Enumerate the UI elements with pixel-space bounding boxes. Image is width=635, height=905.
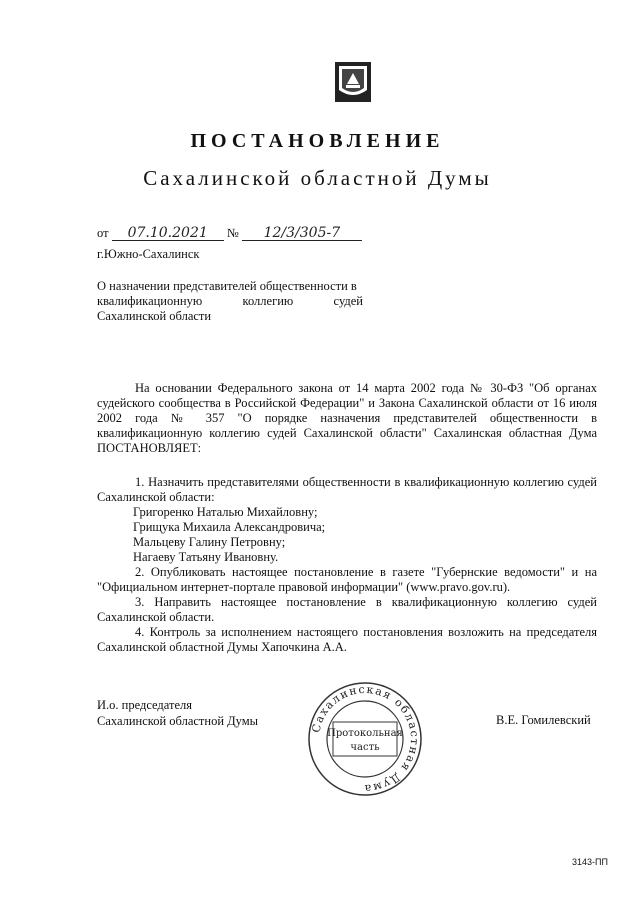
- number-prefix: №: [226, 226, 239, 240]
- date-prefix: от: [97, 226, 109, 240]
- list-item: Нагаеву Татьяну Ивановну.: [133, 550, 279, 564]
- subject-block: [97, 279, 363, 324]
- item-4: 4. Контроль за исполнением настоящего постановления возложить на председателя Сахалинской областной Думы Хапочкина А.А.: [97, 625, 597, 654]
- date-number-line: [97, 226, 362, 241]
- list-item: Григоренко Наталью Михайловну;: [133, 505, 318, 519]
- name-list: [97, 505, 597, 565]
- subject-line: Сахалинской области: [97, 309, 212, 323]
- handwritten-date: 07.10.2021: [112, 226, 224, 241]
- subject-line: квалификационную коллегию судей: [97, 294, 363, 308]
- list-item: Грищука Михаила Александровича;: [133, 520, 326, 534]
- document-title: ПОСТАНОВЛЕНИЕ: [190, 130, 445, 152]
- stamp-center-line: часть: [350, 742, 380, 753]
- preamble-text: На основании Федерального закона от 14 марта 2002 года № 30-ФЗ "Об органах судейского сообщества в Российской Федерации" и Закона Сахалинской области от 16 июля 2002 года № 357 "О порядке назначения представителей общественности в квалификационную коллегию судей Сахалинской области" Сахалинская областная Дума ПОСТАНОВЛЯЕТ:: [97, 381, 597, 455]
- signatory-role: [97, 697, 258, 729]
- document-subtitle: Сахалинской областной Думы: [143, 166, 492, 190]
- document-code: 3143-ПП: [572, 857, 608, 867]
- resolution-items: [97, 475, 597, 655]
- list-item: Мальцеву Галину Петровну;: [133, 535, 286, 549]
- role-line: Сахалинской областной Думы: [97, 714, 259, 728]
- stamp-ring-text: Сахалинская областная Дума: [309, 682, 422, 796]
- item-2: 2. Опубликовать настоящее постановление в газете "Губернские ведомости" и на "Официальном интернет-портале правовой информации" (www.pravo.gov.ru).: [97, 565, 597, 594]
- city-line: г.Южно-Сахалинск: [97, 247, 200, 261]
- subject-line: О назначении представителей общественности в: [97, 279, 357, 293]
- role-line: И.о. председателя: [97, 698, 193, 712]
- item-1: 1. Назначить представителями общественности в квалификационную коллегию судей Сахалинской области:: [97, 475, 597, 504]
- handwritten-number: 12/3/305-7: [242, 226, 362, 241]
- coat-of-arms-emblem: [333, 60, 373, 104]
- official-stamp: [306, 680, 424, 798]
- signatory-name: В.Е. Гомилевский: [496, 713, 591, 727]
- item-3: 3. Направить настоящее постановление в квалификационную коллегию судей Сахалинской области.: [97, 595, 597, 624]
- stamp-center-line: Протокольная: [327, 728, 403, 739]
- preamble-paragraph: [97, 381, 597, 456]
